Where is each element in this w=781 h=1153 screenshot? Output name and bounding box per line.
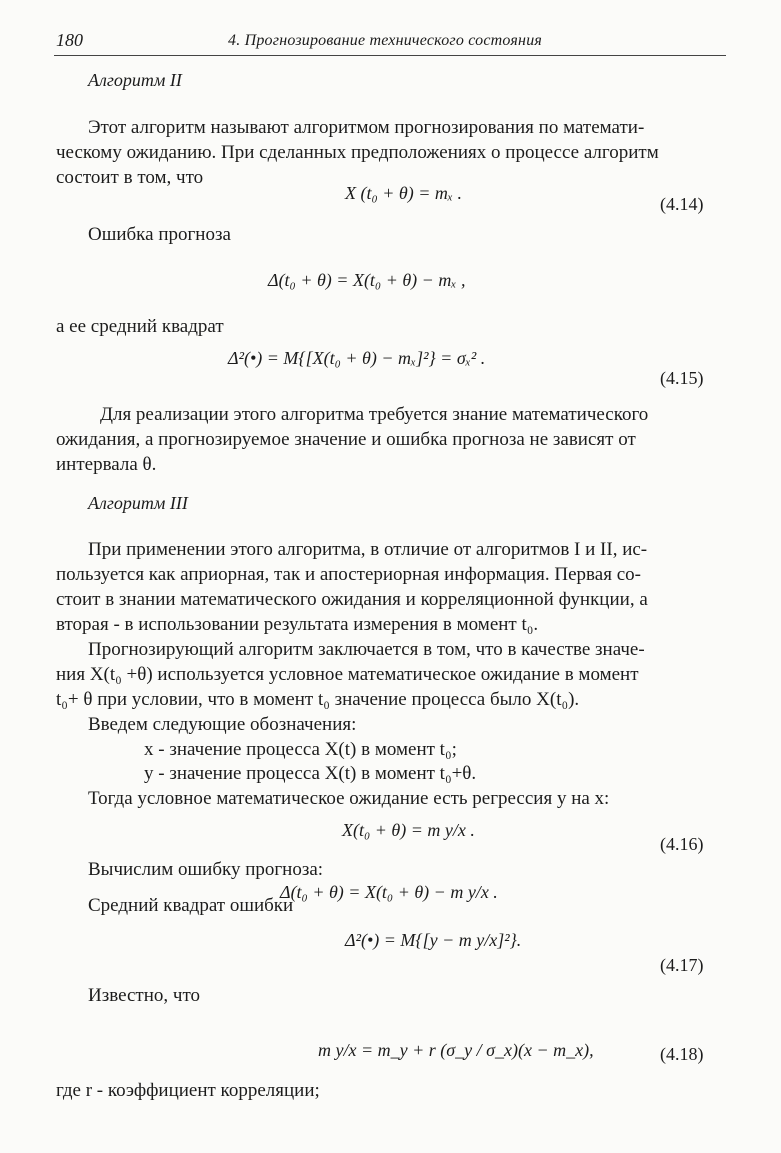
forecast-error-label: Ошибка прогноза <box>88 224 231 245</box>
algo3-para1-line2: пользуется как априорная, так и апостериорная информация. Первая со- <box>56 564 641 585</box>
equation-forecast-error: Δ(t₀ + θ) = X(t₀ + θ) − mₓ , <box>268 270 466 290</box>
equation-4-18: m y/x = m_y + r (σ_y / σ_x)(x − m_x), <box>318 1040 594 1060</box>
algo3-para2-line2: ния X(t₀ +θ) используется условное математическое ожидание в момент <box>56 664 639 685</box>
mean-square-error-label: Средний квадрат ошибки <box>88 895 294 916</box>
running-title: 4. Прогнозирование технического состояния <box>228 32 543 49</box>
header-rule <box>54 55 726 56</box>
known-that-label: Известно, что <box>88 985 201 1006</box>
heading-algorithm-2: Алгоритм II <box>88 70 182 90</box>
algo2-para2-line2: ожидания, а прогнозируемое значение и ошибка прогноза не зависят от <box>56 429 636 450</box>
equation-4-16: X(t₀ + θ) = m y/x . <box>342 820 475 840</box>
algo2-para1-line2: ческому ожиданию. При сделанных предположениях о процессе алгоритм <box>56 142 659 163</box>
algo3-para1-line3: стоит в знании математического ожидания и корреляционной функции, а <box>56 589 648 610</box>
equation-number-4-18: (4.18) <box>660 1044 704 1064</box>
algo3-para2-line1: Прогнозирующий алгоритм заключается в том, что в качестве значе- <box>88 639 645 660</box>
equation-number-4-16: (4.16) <box>660 834 704 854</box>
algo2-para2-line3: интервала θ. <box>56 454 157 475</box>
notation-y: y - значение процесса X(t) в момент t₀+θ. <box>144 763 477 784</box>
equation-4-15: Δ²(•) = M{[X(t₀ + θ) − mₓ]²} = σₓ² . <box>228 348 486 368</box>
compute-error-label: Вычислим ошибку прогноза: <box>88 859 324 880</box>
algo2-para2-line1: Для реализации этого алгоритма требуется знание математического <box>100 404 649 425</box>
algo2-para1-line1: Этот алгоритм называют алгоритмом прогнозирования по математи- <box>88 117 645 138</box>
equation-number-4-15: (4.15) <box>660 368 704 388</box>
mean-square-label: а ее средний квадрат <box>56 316 224 337</box>
algo3-para1-line1: При применении этого алгоритма, в отличие от алгоритмов I и II, ис- <box>88 539 648 560</box>
algo3-para1-line4: вторая - в использовании результата измерения в момент t₀. <box>56 614 539 635</box>
correlation-coefficient-note: где r - коэффициент корреляции; <box>56 1080 320 1101</box>
algo2-para1-line3: состоит в том, что <box>56 167 204 188</box>
algo3-para2-line3: t₀+ θ при условии, что в момент t₀ значение процесса было X(t₀). <box>56 689 580 710</box>
equation-4-14: X (t₀ + θ) = mₓ . <box>345 183 462 203</box>
notation-x: x - значение процесса X(t) в момент t₀; <box>144 739 457 760</box>
page-number: 180 <box>56 30 83 50</box>
heading-algorithm-3: Алгоритм III <box>88 493 188 513</box>
equation-4-17: Δ²(•) = M{[y − m y/x]²}. <box>345 930 522 950</box>
regression-statement: Тогда условное математическое ожидание есть регрессия y на x: <box>88 788 610 809</box>
equation-number-4-17: (4.17) <box>660 955 704 975</box>
notation-intro: Введем следующие обозначения: <box>88 714 357 735</box>
equation-forecast-error-3: Δ(t₀ + θ) = X(t₀ + θ) − m y/x . <box>280 882 498 902</box>
equation-number-4-14: (4.14) <box>660 194 704 214</box>
